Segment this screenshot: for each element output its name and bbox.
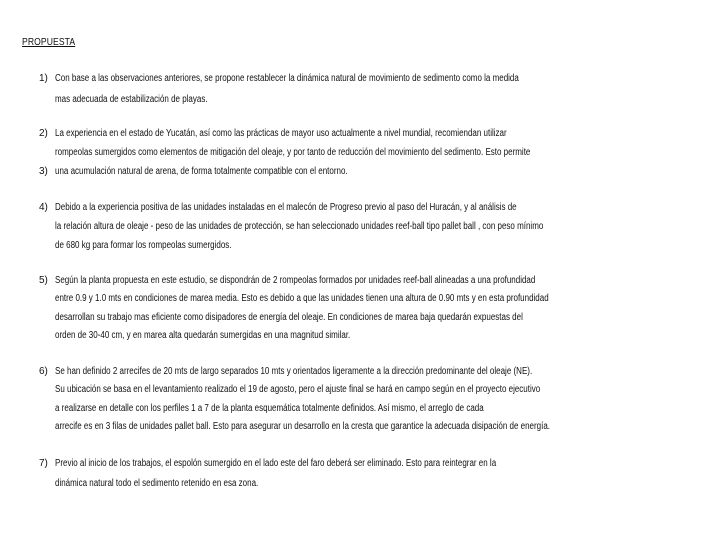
item-line: mas adecuada de estabilización de playas. [55,94,208,105]
item-line: Según la planta propuesta en este estudio, se dispondrán de 2 rompeolas formados por unidades reef-ball alineadas a una profundidad [55,275,536,286]
item-line: una acumulación natural de arena, de forma totalmente compatible con el entorno. [55,166,348,177]
item-line: Debido a la experiencia positiva de las unidades instaladas en el malecón de Progreso previo al paso del Huracán, y al análisis de [55,202,517,213]
item-number: 2) [39,128,48,139]
item-number: 3) [39,166,48,177]
item-line: dinámica natural todo el sedimento retenido en esa zona. [55,478,259,489]
item-line: de 680 kg para formar los rompeolas sumergidos. [55,240,232,251]
item-line: rompeolas sumergidos como elementos de mitigación del oleaje, y por tanto de reducción del movimiento del sedimento. Esto permite [55,147,531,158]
item-number: 1) [39,73,48,84]
item-number: 7) [39,458,48,469]
item-number: 5) [39,275,48,286]
item-line: a realizarse en detalle con los perfiles 1 a 7 de la planta esquemática totalmente definidos. Así mismo, el arreglo de cada [55,403,484,414]
item-line: orden de 30-40 cm, y en marea alta quedarán sumergidas en una magnitud similar. [55,330,351,341]
item-line: Se han definido 2 arrecifes de 20 mts de largo separados 10 mts y orientados ligeramente a la dirección predominante del oleaje (NE). [55,366,533,377]
item-line: Con base a las observaciones anteriores, se propone restablecer la dinámica natural de movimiento de sedimento como la medida [55,73,519,84]
section-heading: PROPUESTA [22,37,76,48]
item-line: La experiencia en el estado de Yucatán, así como las prácticas de mayor uso actualmente a nivel mundial, recomiendan utilizar [55,128,507,139]
item-line: arrecife es en 3 filas de unidades pallet ball. Esto para asegurar un desarrollo en la cresta que garantice la adecuada disipación de energía. [55,421,550,432]
item-number: 6) [39,366,48,377]
item-line: la relación altura de oleaje - peso de las unidades de protección, se han seleccionado unidades reef-ball tipo pallet ball , con peso mínimo [55,221,544,232]
item-number: 4) [39,202,48,213]
item-line: desarrollan su trabajo mas eficiente como disipadores de energía del oleaje. En condiciones de marea baja quedarán expuestas del [55,312,523,323]
item-line: Previo al inicio de los trabajos, el espolón sumergido en el lado este del faro deberá ser eliminado. Esto para reintegrar en la [55,458,497,469]
item-line: Su ubicación se basa en el levantamiento realizado el 19 de agosto, pero el ajuste final se hará en campo según en el proyecto ejecutivo [55,384,541,395]
item-line: entre 0.9 y 1.0 mts en condiciones de marea media. Esto es debido a que las unidades tienen una altura de 0.90 mts y en esta profundidad [55,293,549,304]
